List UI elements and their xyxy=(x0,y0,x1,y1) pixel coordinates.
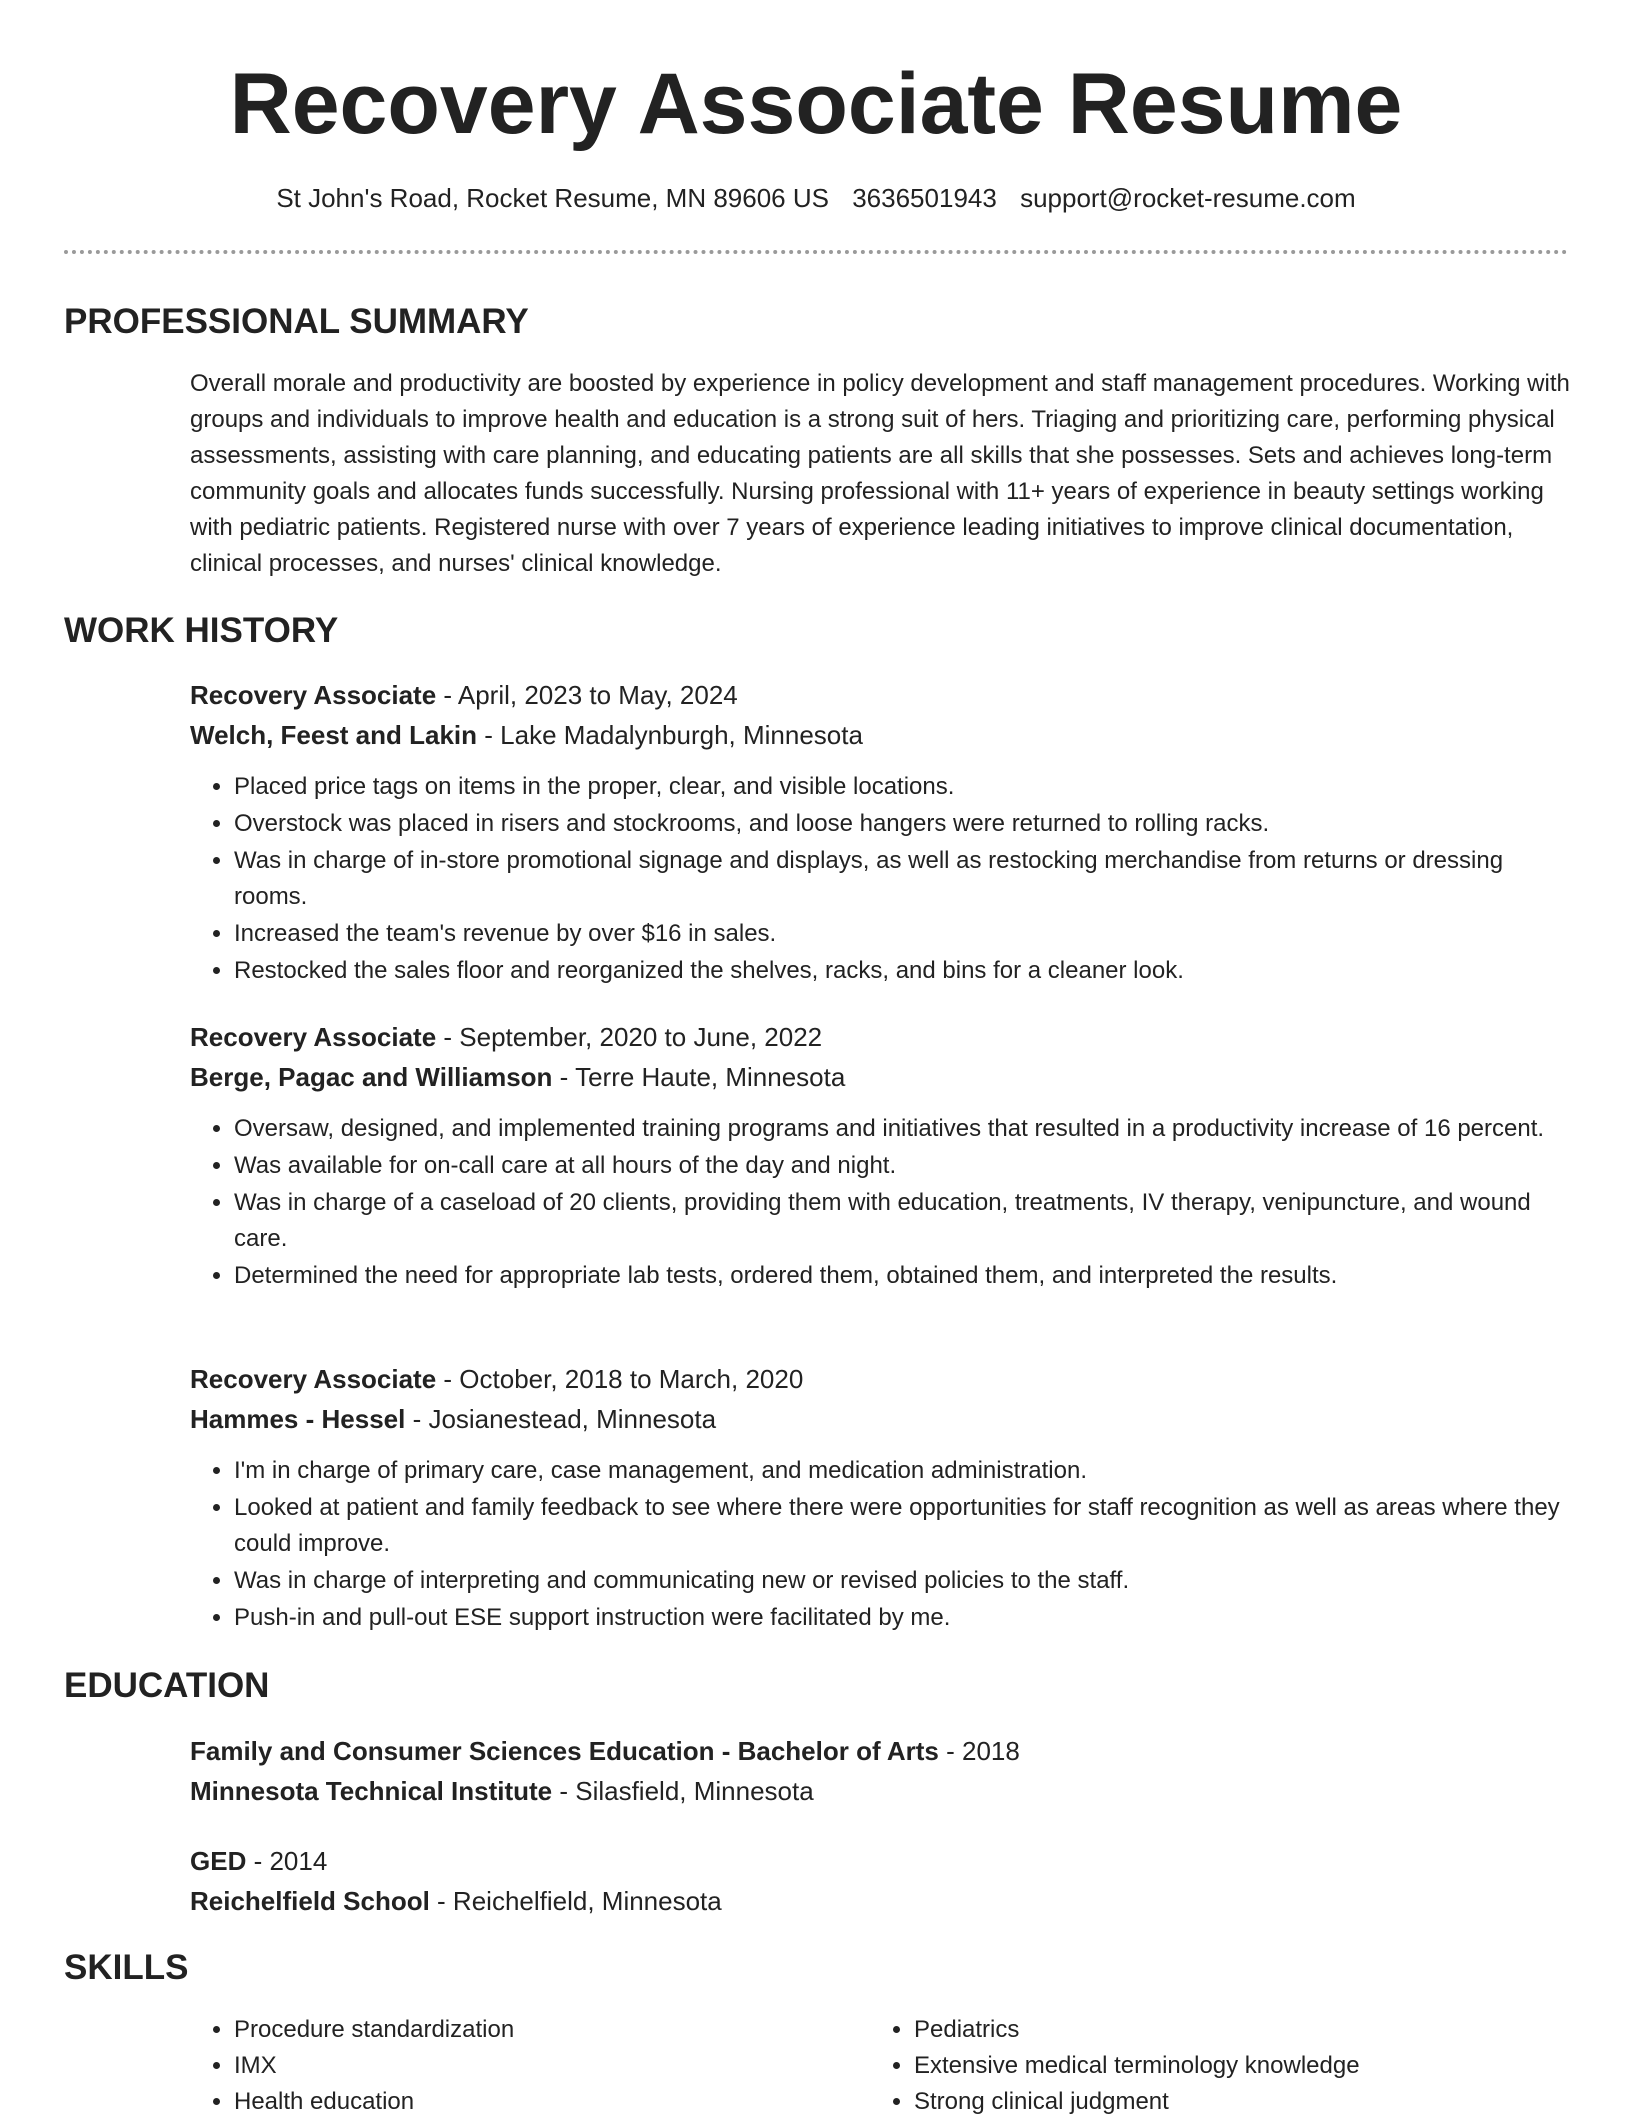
job-title-line xyxy=(190,1359,1570,1399)
school-location: - Reichelfield, Minnesota xyxy=(429,1886,722,1916)
job-role: Recovery Associate xyxy=(190,1364,437,1394)
school-location: - Silasfield, Minnesota xyxy=(552,1776,814,1806)
job-bullets xyxy=(190,769,1570,989)
job-dates: - September, 2020 to June, 2022 xyxy=(436,1022,823,1052)
list-item: • Was in charge of a caseload of 20 clients, providing them with education, treatments, IV therapy, venipuncture, and wound care. xyxy=(234,1185,1570,1257)
list-item: • Push-in and pull-out ESE support instruction were facilitated by me. xyxy=(234,1600,1570,1636)
degree-name: Family and Consumer Sciences Education - Bachelor of Arts xyxy=(190,1736,939,1766)
skill-item: • Procedure standardization xyxy=(234,2012,850,2048)
list-item: • Increased the team's revenue by over $16 in sales. xyxy=(234,916,1570,952)
job-dates: - October, 2018 to March, 2020 xyxy=(436,1364,804,1394)
work-entry xyxy=(190,1017,1570,1295)
header-divider xyxy=(64,250,1568,254)
education-entry xyxy=(190,1731,1570,1811)
job-bullets xyxy=(190,1111,1570,1294)
job-bullets xyxy=(190,1453,1570,1636)
list-item: • Overstock was placed in risers and stockrooms, and loose hangers were returned to rolling racks. xyxy=(234,806,1570,842)
email: support@rocket-resume.com xyxy=(1020,183,1356,213)
list-item: • Determined the need for appropriate lab tests, ordered them, obtained them, and interpreted the results. xyxy=(234,1258,1570,1294)
list-item: • Placed price tags on items in the proper, clear, and visible locations. xyxy=(234,769,1570,805)
phone: 3636501943 xyxy=(852,183,997,213)
skills-list xyxy=(190,2012,850,2120)
skills-list xyxy=(870,2012,1570,2120)
skills-column-left xyxy=(190,2012,850,2120)
company-line xyxy=(190,1399,1570,1439)
skill-item: • IMX xyxy=(234,2048,850,2084)
education-entry xyxy=(190,1841,1570,1921)
school-line xyxy=(190,1771,1570,1811)
job-dates: - April, 2023 to May, 2024 xyxy=(436,680,738,710)
skill-item: • Pediatrics xyxy=(914,2012,1570,2048)
company-location: - Terre Haute, Minnesota xyxy=(552,1062,846,1092)
work-entry xyxy=(190,675,1570,990)
job-title-line xyxy=(190,1017,1570,1057)
school-name: Reichelfield School xyxy=(190,1886,430,1916)
job-role: Recovery Associate xyxy=(190,680,437,710)
section-title-education: EDUCATION xyxy=(64,1666,270,1705)
job-title-line xyxy=(190,675,1570,715)
skill-item: • Strong clinical judgment xyxy=(914,2084,1570,2120)
list-item: • Looked at patient and family feedback to see where there were opportunities for staff recognition as well as areas where they could improve. xyxy=(234,1490,1570,1562)
address: St John's Road, Rocket Resume, MN 89606 US xyxy=(276,183,829,213)
degree-name: GED xyxy=(190,1846,247,1876)
degree-line xyxy=(190,1731,1570,1771)
job-role: Recovery Associate xyxy=(190,1022,437,1052)
section-title-summary: PROFESSIONAL SUMMARY xyxy=(64,302,529,341)
contact-line xyxy=(0,178,1632,218)
section-title-work: WORK HISTORY xyxy=(64,611,339,650)
skill-item: • Extensive medical terminology knowledge xyxy=(914,2048,1570,2084)
skills-block xyxy=(190,2012,1570,2115)
section-title-skills: SKILLS xyxy=(64,1948,189,1987)
degree-year: - 2018 xyxy=(938,1736,1020,1766)
company-name: Berge, Pagac and Williamson xyxy=(190,1062,553,1092)
company-line xyxy=(190,1057,1570,1097)
list-item: • Was available for on-call care at all hours of the day and night. xyxy=(234,1148,1570,1184)
school-name: Minnesota Technical Institute xyxy=(190,1776,553,1806)
list-item: • Was in charge of in-store promotional signage and displays, as well as restocking merchandise from returns or dressing rooms. xyxy=(234,843,1570,915)
degree-line xyxy=(190,1841,1570,1881)
degree-year: - 2014 xyxy=(246,1846,328,1876)
work-entry xyxy=(190,1359,1570,1637)
company-name: Hammes - Hessel xyxy=(190,1404,406,1434)
summary-text: Overall morale and productivity are boosted by experience in policy development and staff management procedures. Working with groups and individuals to improve health and education is a strong suit of hers. Triaging and prioritizing care, performing physical assessments, assisting with care planning, and educating patients are all skills that she possesses. Sets and achieves long-term community goals and allocates funds successfully. Nursing professional with 11+ years of experience in beauty settings working with pediatric patients. Registered nurse with over 7 years of experience leading initiatives to improve clinical documentation, clinical processes, and nurses' clinical knowledge. xyxy=(190,370,1570,577)
summary-block xyxy=(190,366,1570,582)
school-line xyxy=(190,1881,1570,1921)
skills-column-right xyxy=(870,2012,1570,2120)
list-item: • Restocked the sales floor and reorganized the shelves, racks, and bins for a cleaner look. xyxy=(234,953,1570,989)
list-item: • Oversaw, designed, and implemented training programs and initiatives that resulted in a productivity increase of 16 percent. xyxy=(234,1111,1570,1147)
company-location: - Lake Madalynburgh, Minnesota xyxy=(477,720,863,750)
list-item: • I'm in charge of primary care, case management, and medication administration. xyxy=(234,1453,1570,1489)
resume-title: Recovery Associate Resume xyxy=(229,56,1403,152)
company-name: Welch, Feest and Lakin xyxy=(190,720,478,750)
company-line xyxy=(190,715,1570,755)
list-item: • Was in charge of interpreting and communicating new or revised policies to the staff. xyxy=(234,1563,1570,1599)
company-location: - Josianestead, Minnesota xyxy=(405,1404,717,1434)
skill-item: • Health education xyxy=(234,2084,850,2120)
